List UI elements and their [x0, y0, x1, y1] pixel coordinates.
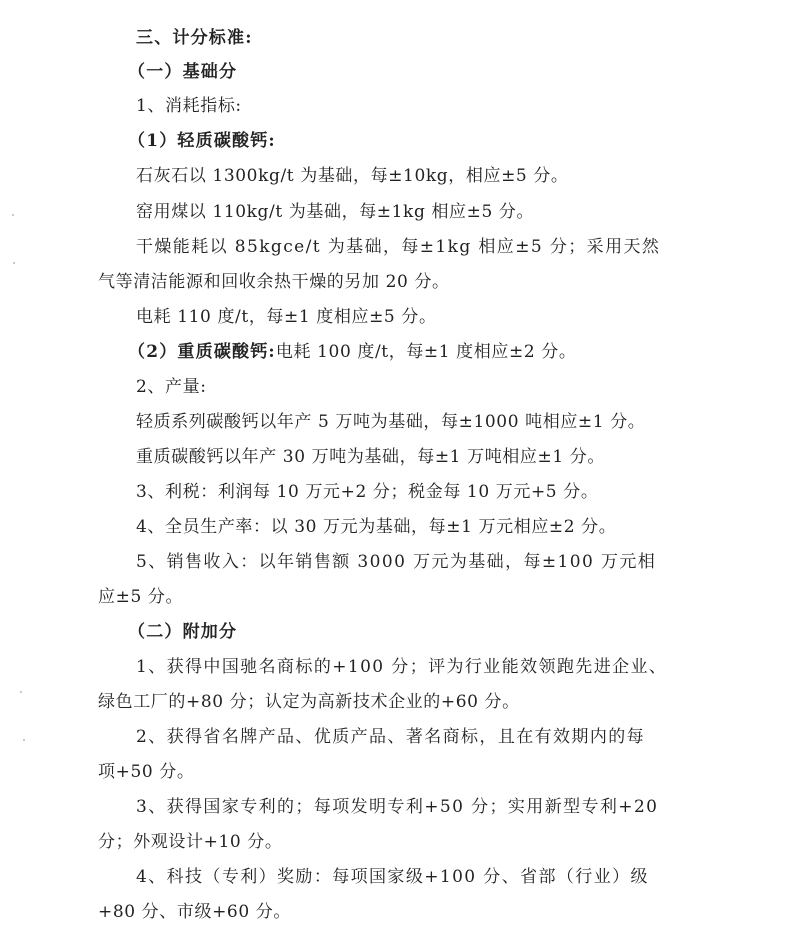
additional-item1-line1: 1、获得中国驰名商标的+100 分；评为行业能效领跑先进企业、 [136, 657, 668, 677]
additional-item2-line1: 2、获得省名牌产品、优质产品、著名商标，且在有效期内的每 [136, 727, 646, 747]
consumption-indicator-title: 1、消耗指标: [136, 96, 242, 116]
output-heavy-rule: 重质碳酸钙以年产 30 万吨为基础，每±1 万吨相应±1 分。 [136, 447, 605, 467]
scan-speck [20, 691, 22, 693]
light-calcium-title: （1）轻质碳酸钙: [128, 131, 276, 151]
light-electricity-rule: 电耗 110 度/t，每±1 度相应±5 分。 [136, 307, 437, 327]
additional-item3-line2: 分；外观设计+10 分。 [98, 832, 283, 852]
heavy-calcium-rule: 电耗 100 度/t，每±1 度相应±2 分。 [275, 342, 577, 362]
output-title: 2、产量: [136, 377, 207, 397]
limestone-rule: 石灰石以 1300kg/t 为基础，每±10kg，相应±5 分。 [136, 166, 569, 186]
drying-energy-rule-line2: 气等清洁能源和回收余热干燥的另加 20 分。 [98, 272, 450, 292]
sales-revenue-rule-line1: 5、销售收入：以年销售额 3000 万元为基础，每±100 万元相 [136, 552, 657, 572]
additional-item1-line2: 绿色工厂的+80 分；认定为高新技术企业的+60 分。 [98, 692, 520, 712]
scan-speck [13, 262, 15, 264]
heavy-calcium-title: （2）重质碳酸钙: [128, 342, 276, 362]
output-light-rule: 轻质系列碳酸钙以年产 5 万吨为基础，每±1000 吨相应±1 分。 [136, 412, 646, 432]
sales-revenue-rule-line2: 应±5 分。 [98, 587, 184, 607]
basic-score-heading: （一）基础分 [128, 62, 238, 82]
scan-speck [12, 214, 14, 216]
productivity-rule: 4、全员生产率：以 30 万元为基础，每±1 万元相应±2 分。 [136, 517, 617, 537]
additional-item4-line2: +80 分、市级+60 分。 [98, 902, 291, 922]
heavy-calcium-line [128, 340, 576, 364]
section-heading: 三、计分标准: [136, 28, 253, 48]
profit-tax-rule: 3、利税：利润每 10 万元+2 分；税金每 10 万元+5 分。 [136, 482, 599, 502]
scan-speck [23, 739, 25, 741]
additional-item3-line1: 3、获得国家专利的；每项发明专利+50 分；实用新型专利+20 [136, 797, 659, 817]
additional-item2-line2: 项+50 分。 [98, 762, 195, 782]
additional-score-heading: （二）附加分 [128, 622, 238, 642]
drying-energy-rule-line1: 干燥能耗以 85kgce/t 为基础，每±1kg 相应±5 分；采用天然 [136, 237, 661, 257]
kiln-coal-rule: 窑用煤以 110kg/t 为基础，每±1kg 相应±5 分。 [136, 202, 535, 222]
additional-item4-line1: 4、科技（专利）奖励：每项国家级+100 分、省部（行业）级 [136, 867, 649, 887]
